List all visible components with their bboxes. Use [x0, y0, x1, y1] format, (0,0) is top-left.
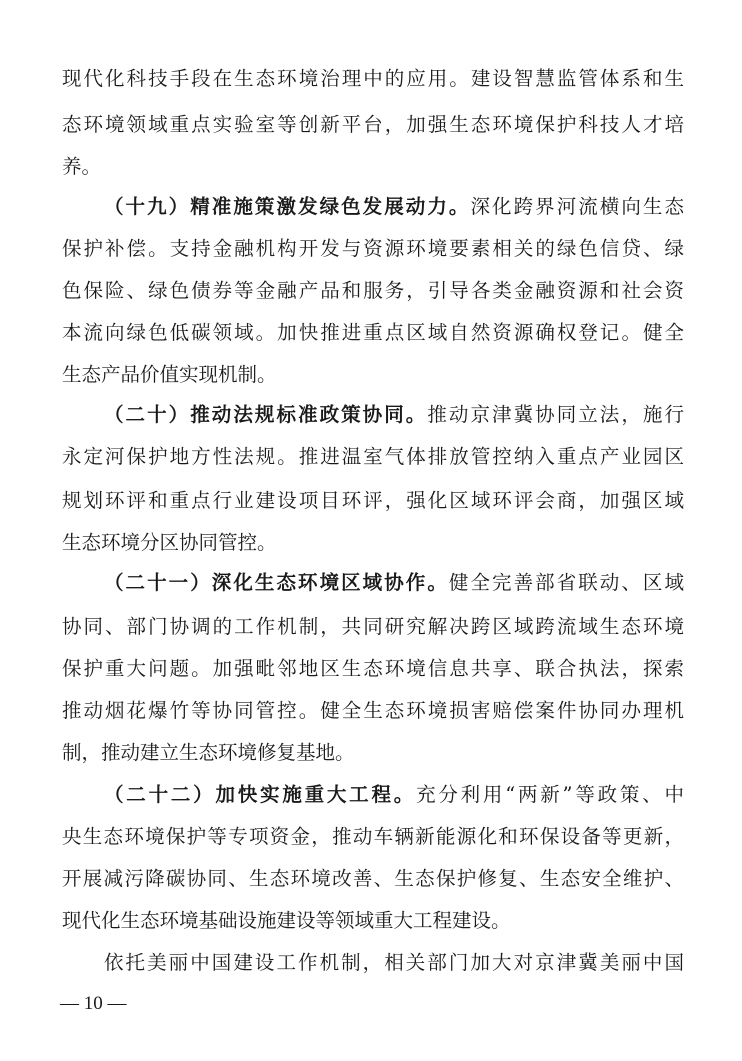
line-text: 协同、部门协调的工作机制，共同研究解决跨区域跨流域生态环境 — [62, 615, 684, 638]
line-text: 保护补偿。支持金融机构开发与资源环境要素相关的绿色信贷、绿 — [62, 237, 684, 260]
line-text: 永定河保护地方性法规。推进温室气体排放管控纳入重点产业园区 — [62, 445, 684, 468]
line-text: 充分利用“两新”等政策、中 — [416, 783, 684, 806]
text-line — [62, 652, 684, 686]
line-text: 依托美丽中国建设工作机制，相关部门加大对京津冀美丽中国 — [104, 951, 684, 974]
line-text: 保护重大问题。加强毗邻地区生态环境信息共享、联合执法，探索 — [62, 657, 684, 680]
text-line — [62, 358, 684, 392]
text-line — [62, 108, 684, 142]
line-text: 生态环境分区协同管控。 — [62, 531, 277, 554]
text-line — [62, 232, 684, 266]
line-text: 深化跨界河流横向生态 — [470, 195, 684, 218]
text-line — [62, 862, 684, 896]
section-heading-line — [104, 566, 684, 600]
line-text: 养。 — [62, 155, 102, 178]
line-text: 推动烟花爆竹等协同管控。健全生态环境损害赔偿案件协同办理机 — [62, 699, 684, 722]
text-line — [62, 694, 684, 728]
section-heading: （二十二）加快实施重大工程。 — [104, 783, 417, 806]
text-line — [62, 150, 684, 184]
line-text: 推动京津冀协同立法，施行 — [427, 403, 684, 426]
section-heading: （二十）推动法规标准政策协同。 — [104, 403, 428, 426]
text-line — [62, 484, 684, 518]
page-number: — 10 — — [60, 993, 127, 1014]
text-line — [62, 274, 684, 308]
text-line — [62, 62, 684, 96]
line-text: 健全完善部省联动、区域 — [448, 571, 684, 594]
text-line — [62, 904, 684, 938]
line-text: 开展减污降碳协同、生态环境改善、生态保护修复、生态安全维护、 — [62, 867, 684, 890]
line-text: 本流向绿色低碳领域。加快推进重点区域自然资源确权登记。健全 — [62, 321, 684, 344]
section-heading-line — [104, 778, 684, 812]
line-text: 态环境领域重点实验室等创新平台，加强生态环境保护科技人才培 — [62, 113, 684, 136]
section-heading: （十九）精准施策激发绿色发展动力。 — [104, 195, 471, 218]
line-text: 现代化生态环境基础设施建设等领域重大工程建设。 — [62, 909, 511, 932]
section-heading-line — [104, 190, 684, 224]
text-line — [62, 736, 684, 770]
line-text: 现代化科技手段在生态环境治理中的应用。建设智慧监管体系和生 — [62, 67, 684, 90]
text-line — [62, 526, 684, 560]
text-line — [104, 946, 684, 980]
text-line — [62, 820, 684, 854]
section-heading: （二十一）深化生态环境区域协作。 — [104, 571, 449, 594]
line-text: 规划环评和重点行业建设项目环评，强化区域环评会商，加强区域 — [62, 489, 684, 512]
line-text: 生态产品价值实现机制。 — [62, 363, 277, 386]
line-text: 央生态环境保护等专项资金，推动车辆新能源化和环保设备等更新， — [62, 825, 684, 848]
line-text: 制，推动建立生态环境修复基地。 — [62, 741, 355, 764]
text-line — [62, 440, 684, 474]
text-line — [62, 610, 684, 644]
line-text: 色保险、绿色债券等金融产品和服务，引导各类金融资源和社会资 — [62, 279, 684, 302]
section-heading-line — [104, 398, 684, 432]
text-line — [62, 316, 684, 350]
